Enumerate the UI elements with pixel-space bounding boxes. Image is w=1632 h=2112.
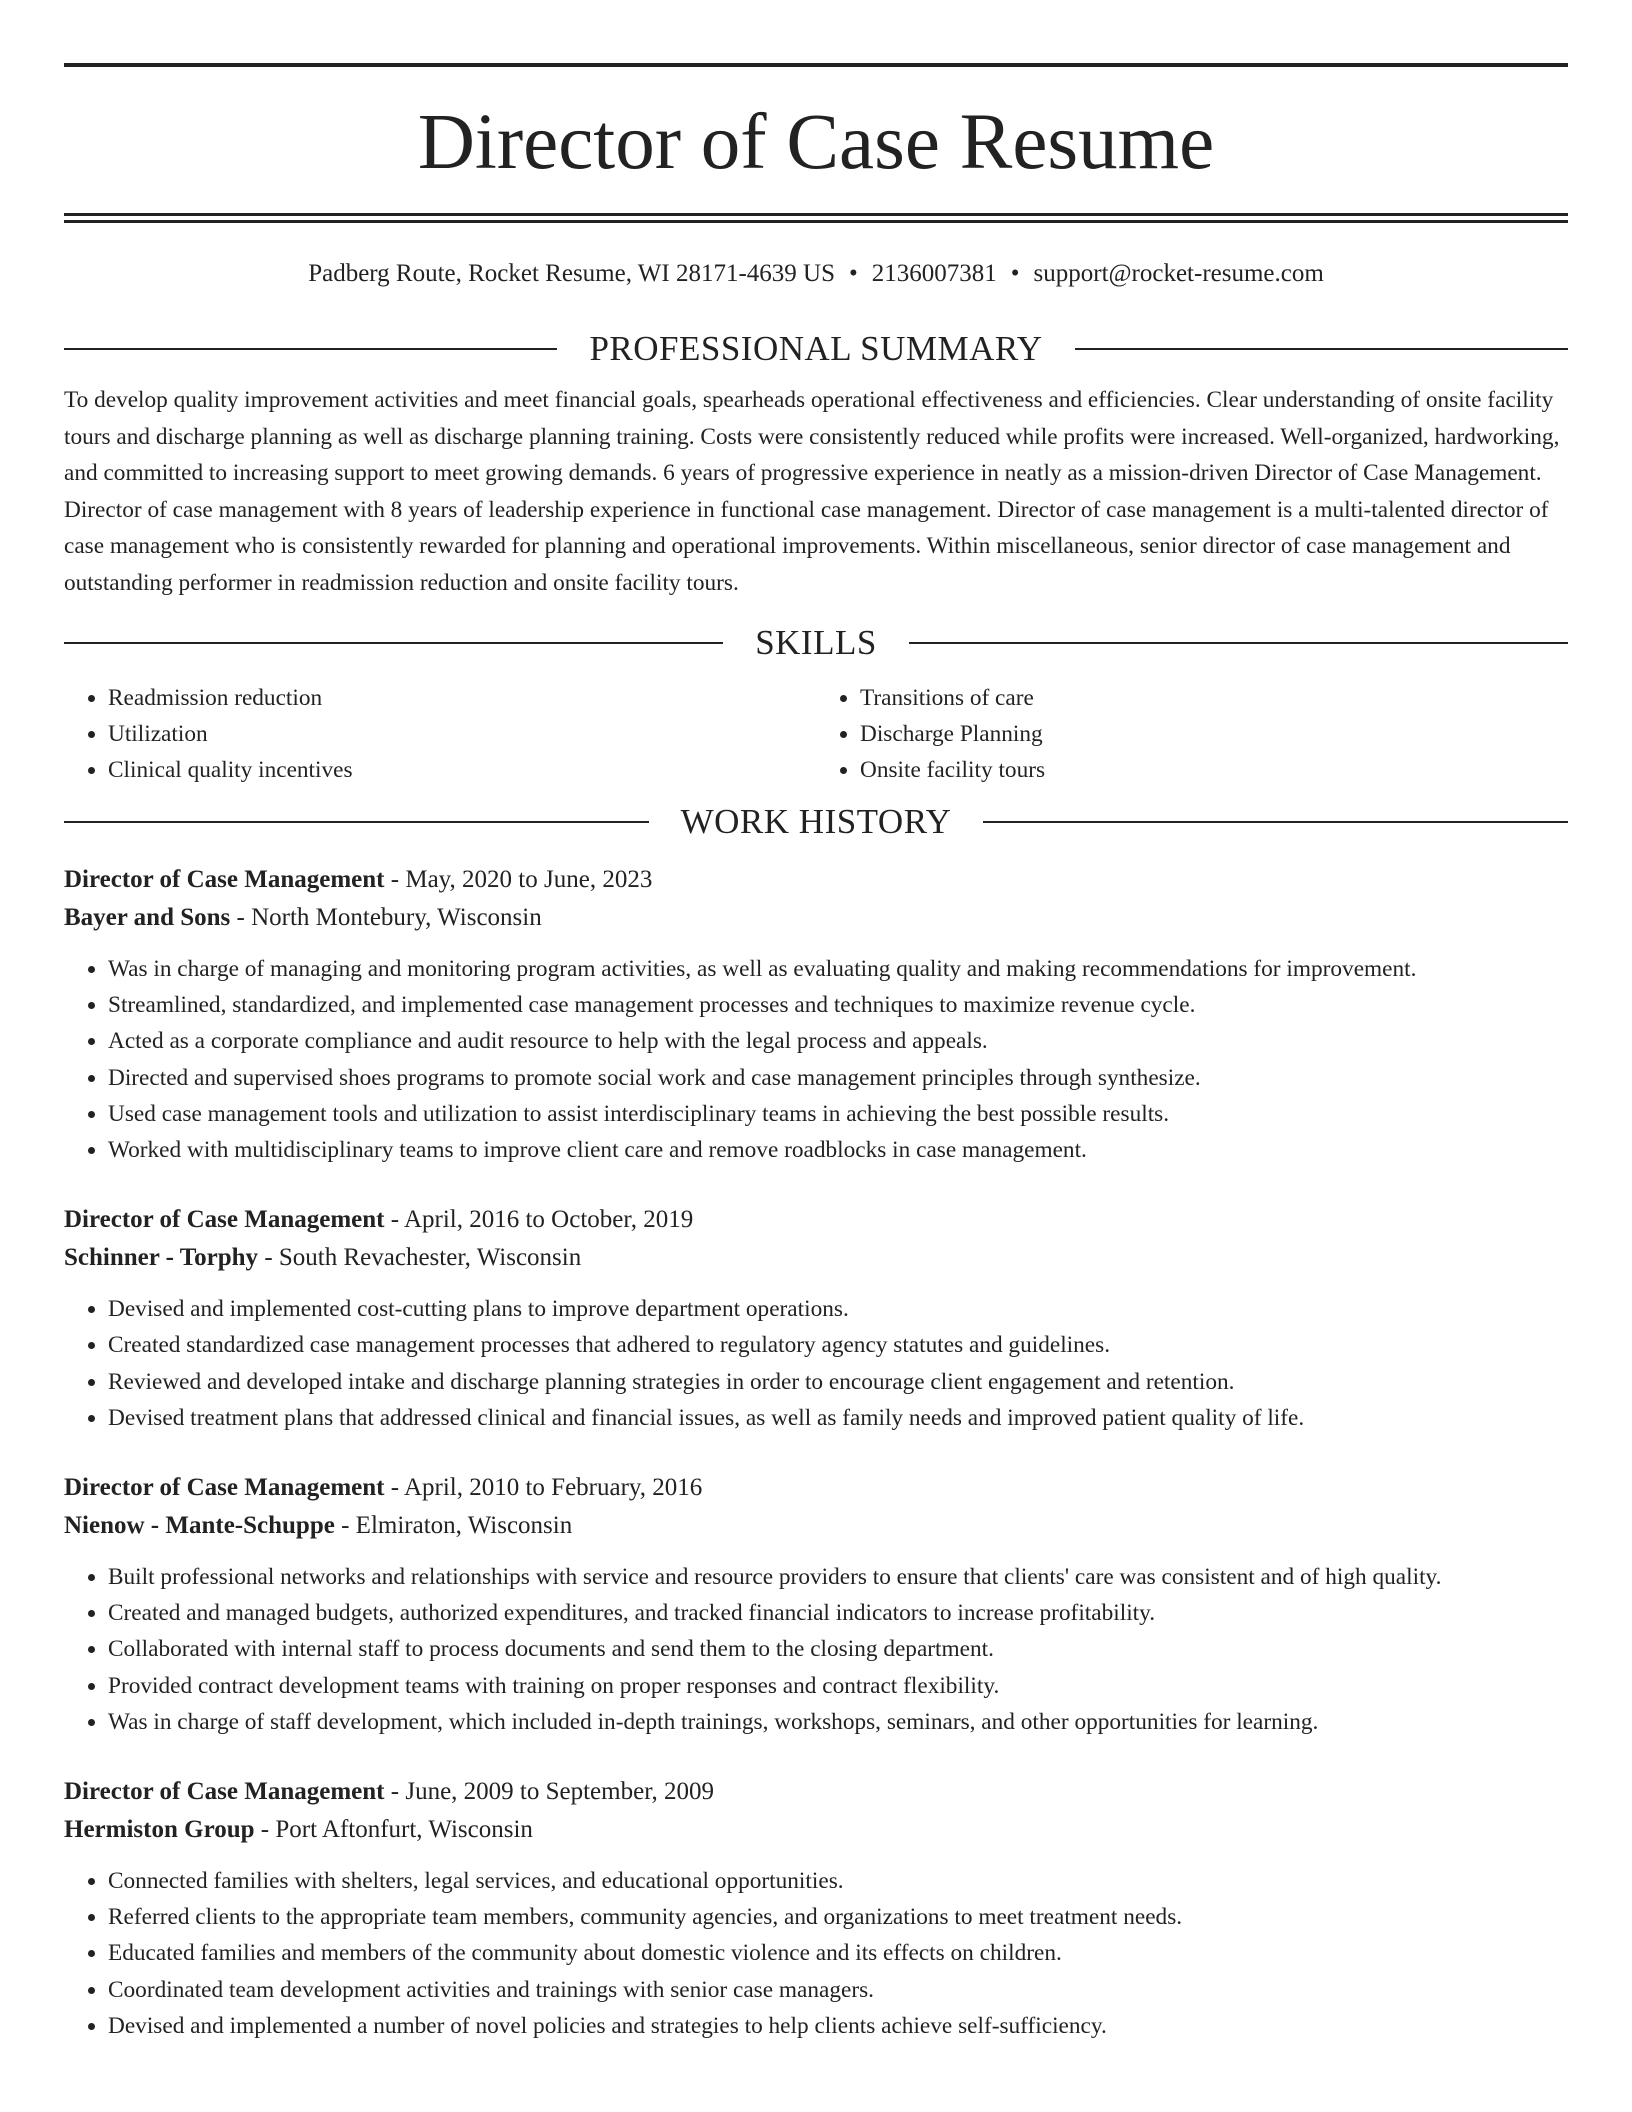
job-title: Director of Case Management: [64, 1206, 385, 1234]
job-bullet: • Acted as a corporate compliance and audit resource to help with the legal process and appeals.: [108, 1023, 1568, 1059]
contact-phone: 2136007381: [871, 260, 997, 287]
job-title-line: [64, 1201, 1568, 1239]
job-bullet: • Referred clients to the appropriate team members, community agencies, and organizations to meet treatment needs.: [108, 1899, 1568, 1935]
job-entry: [64, 1469, 1568, 1740]
skill-item: • Utilization: [108, 716, 816, 752]
contact-separator: •: [848, 260, 858, 287]
job-location: - Elmiraton, Wisconsin: [334, 1512, 573, 1540]
job-title-line: [64, 1773, 1568, 1811]
job-bullet: • Educated families and members of the community about domestic violence and its effects on children.: [108, 1935, 1568, 1971]
job-company-line: [64, 1811, 1568, 1849]
heading-rule-left: [64, 348, 557, 350]
job-title-line: [64, 861, 1568, 899]
contact-address: Padberg Route, Rocket Resume, WI 28171-4639 US: [308, 260, 835, 287]
job-location: - Port Aftonfurt, Wisconsin: [254, 1816, 533, 1844]
skill-item: • Clinical quality incentives: [108, 752, 816, 788]
job-title: Director of Case Management: [64, 1778, 385, 1806]
heading-rule-right: [1075, 348, 1568, 350]
summary-text: To develop quality improvement activities and meet financial goals, spearheads operational effectiveness and efficiencies. Clear understanding of onsite facility tours and discharge planning as well as discharge planning training. Costs were consistently reduced while profits were increased. Well-organized, hardworking, and committed to increasing support to meet growing demands. 6 years of progressive experience in neatly as a mission-driven Director of Case Management. Director of case management with 8 years of leadership experience in functional case management. Director of case management is a multi-talented director of case management who is consistently rewarded for planning and operational improvements. Within miscellaneous, senior director of case management and outstanding performer in readmission reduction and onsite facility tours.: [64, 387, 1560, 596]
job-dates: - April, 2016 to October, 2019: [384, 1206, 694, 1234]
skill-item: • Onsite facility tours: [860, 752, 1568, 788]
heading-rule-right: [983, 821, 1568, 823]
job-entry: [64, 861, 1568, 1168]
job-bullet: • Was in charge of staff development, which included in-depth trainings, workshops, seminars, and other opportunities for learning.: [108, 1704, 1568, 1740]
job-bullet: • Devised treatment plans that addressed clinical and financial issues, as well as family needs and improved patient quality of life.: [108, 1400, 1568, 1436]
job-title: Director of Case Management: [64, 1474, 385, 1502]
job-entry: [64, 1201, 1568, 1436]
job-company-line: [64, 1507, 1568, 1545]
skills-column-left: [64, 680, 816, 788]
job-company: Nienow - Mante-Schuppe: [64, 1512, 335, 1540]
heading-rule-left: [64, 642, 723, 644]
job-bullets: [64, 1863, 1568, 2044]
contact-email: support@rocket-resume.com: [1033, 260, 1324, 287]
job-company: Schinner - Torphy: [64, 1244, 259, 1272]
job-bullet: • Created standardized case management processes that adhered to regulatory agency statutes and guidelines.: [108, 1327, 1568, 1363]
job-company-line: [64, 1239, 1568, 1277]
job-location: - North Montebury, Wisconsin: [230, 904, 542, 931]
job-bullet: • Worked with multidisciplinary teams to improve client care and remove roadblocks in case management.: [108, 1132, 1568, 1168]
title-double-rule: [64, 213, 1568, 223]
top-rule: [64, 63, 1568, 67]
job-entry: [64, 1773, 1568, 2044]
job-company-line: [64, 899, 1568, 937]
job-bullet: • Created and managed budgets, authorized expenditures, and tracked financial indicators to increase profitability.: [108, 1595, 1568, 1631]
work-heading: WORK HISTORY: [680, 802, 952, 841]
job-bullet: • Used case management tools and utilization to assist interdisciplinary teams in achieving the best possible results.: [108, 1096, 1568, 1132]
job-dates: - April, 2010 to February, 2016: [384, 1474, 703, 1502]
heading-rule-right: [909, 642, 1568, 644]
job-bullet: • Connected families with shelters, legal services, and educational opportunities.: [108, 1863, 1568, 1899]
skills-heading-row: [64, 622, 1568, 664]
job-bullets: [64, 1559, 1568, 1740]
job-title: Director of Case Management: [64, 866, 385, 893]
job-bullet: • Reviewed and developed intake and discharge planning strategies in order to encourage client engagement and retention.: [108, 1364, 1568, 1400]
resume-page: [0, 63, 1632, 2112]
job-bullet: • Coordinated team development activities and trainings with senior case managers.: [108, 1972, 1568, 2008]
summary-heading: PROFESSIONAL SUMMARY: [589, 329, 1043, 368]
job-dates: - June, 2009 to September, 2009: [384, 1778, 715, 1806]
job-bullet: • Devised and implemented a number of novel policies and strategies to help clients achieve self-sufficiency.: [108, 2008, 1568, 2044]
job-bullet: • Provided contract development teams with training on proper responses and contract flexibility.: [108, 1668, 1568, 1704]
skill-item: • Transitions of care: [860, 680, 1568, 716]
skills-heading: SKILLS: [755, 623, 877, 662]
skills-column-right: [816, 680, 1568, 788]
job-company: Bayer and Sons: [64, 904, 231, 931]
heading-rule-left: [64, 821, 649, 823]
job-dates: - May, 2020 to June, 2023: [384, 866, 653, 893]
job-company: Hermiston Group: [64, 1816, 255, 1844]
job-bullet: • Was in charge of managing and monitoring program activities, as well as evaluating quality and making recommendations for improvement.: [108, 951, 1568, 987]
work-heading-row: [64, 801, 1568, 843]
job-bullets: [64, 951, 1568, 1168]
skill-item: • Readmission reduction: [108, 680, 816, 716]
contact-line: [64, 258, 1568, 290]
job-bullet: • Collaborated with internal staff to process documents and send them to the closing department.: [108, 1631, 1568, 1667]
resume-title: Director of Case Resume: [417, 99, 1215, 186]
job-bullet: • Streamlined, standardized, and implemented case management processes and techniques to maximize revenue cycle.: [108, 987, 1568, 1023]
job-bullet: • Devised and implemented cost-cutting plans to improve department operations.: [108, 1291, 1568, 1327]
summary-heading-row: [64, 328, 1568, 370]
skill-item: • Discharge Planning: [860, 716, 1568, 752]
job-bullet: • Directed and supervised shoes programs to promote social work and case management principles through synthesize.: [108, 1060, 1568, 1096]
job-bullet: • Built professional networks and relationships with service and resource providers to ensure that clients' care was consistent and of high quality.: [108, 1559, 1568, 1595]
skills-list: [64, 680, 1568, 788]
contact-separator: •: [1010, 260, 1020, 287]
job-title-line: [64, 1469, 1568, 1507]
job-bullets: [64, 1291, 1568, 1436]
job-location: - South Revachester, Wisconsin: [258, 1244, 582, 1272]
